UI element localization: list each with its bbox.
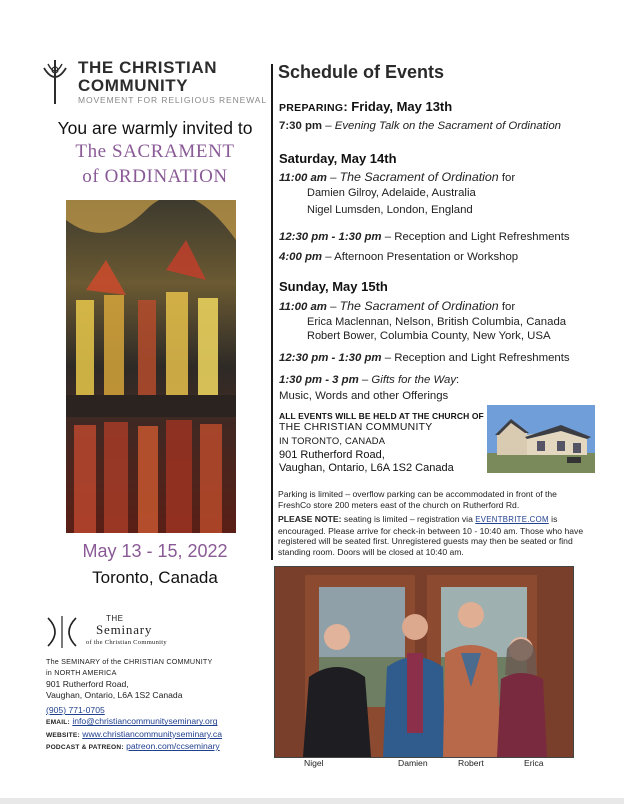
caption-robert: Robert bbox=[458, 758, 484, 768]
venue-address1: 901 Rutherford Road, bbox=[279, 449, 385, 461]
church-photo bbox=[487, 405, 595, 473]
seminary-contact bbox=[46, 656, 222, 753]
venue-heading: ALL EVENTS WILL BE HELD AT THE CHURCH OF bbox=[279, 411, 484, 421]
seminary-logo bbox=[44, 612, 244, 654]
venue-church-name: THE CHRISTIAN COMMUNITY bbox=[279, 422, 433, 433]
venue-city: IN TORONTO, CANADA bbox=[279, 435, 386, 446]
seminary-logo-name: Seminary bbox=[96, 622, 153, 637]
saturday-event1-title: The Sacrament of Ordination bbox=[339, 170, 499, 184]
sunday-event1: 11:00 am – The Sacrament of Ordination for bbox=[279, 299, 516, 313]
seminary-address1: 901 Rutherford Road, bbox=[46, 678, 129, 689]
saturday-event1: 11:00 am – The Sacrament of Ordination for bbox=[279, 170, 516, 184]
friday-heading bbox=[279, 99, 452, 114]
website-label: WEBSITE: bbox=[46, 731, 80, 739]
saturday-event2: 12:30 pm - 1:30 pm – Reception and Light Refreshments bbox=[279, 231, 570, 243]
bottom-edge bbox=[0, 798, 624, 804]
chalice-logo-icon bbox=[40, 58, 70, 106]
venue-address2: Vaughan, Ontario, L6A 1S2 Canada bbox=[279, 462, 454, 474]
eventbrite-link[interactable]: EVENTBRITE.COM bbox=[475, 515, 549, 524]
sunday-event3: 1:30 pm - 3 pm – Gifts for the Way: bbox=[279, 374, 460, 386]
caption-nigel: Nigel bbox=[304, 758, 324, 768]
friday-event bbox=[279, 120, 561, 132]
email-link[interactable]: info@christiancommunityseminary.org bbox=[72, 716, 218, 727]
friday-time: 7:30 pm bbox=[279, 120, 323, 132]
seminary-logo-the: THE bbox=[106, 614, 124, 623]
logo-text-line2: COMMUNITY bbox=[78, 76, 189, 95]
saturday-time1: 11:00 am bbox=[279, 172, 327, 184]
seminary-address2: Vaughan, Ontario, L6A 1S2 Canada bbox=[46, 689, 183, 700]
saturday-heading: Saturday, May 14th bbox=[279, 151, 397, 166]
logo-tagline: MOVEMENT FOR RELIGIOUS RENEWAL bbox=[78, 95, 267, 105]
schedule-title: Schedule of Events bbox=[278, 62, 445, 82]
ordinand-erica: Erica Maclennan, Nelson, British Columbia, Canada bbox=[307, 316, 567, 328]
friday-event-text: – Evening Talk on the Sacrament of Ordination bbox=[322, 120, 561, 132]
event-dates: May 13 - 15, 2022 bbox=[82, 541, 228, 561]
sunday-heading: Sunday, May 15th bbox=[279, 279, 388, 294]
please-note-label: PLEASE NOTE: bbox=[278, 514, 342, 524]
podcast-link[interactable]: patreon.com/ccseminary bbox=[126, 741, 220, 752]
website-link[interactable]: www.christiancommunityseminary.ca bbox=[82, 728, 222, 739]
christian-community-logo bbox=[40, 56, 280, 108]
seminary-phone[interactable]: (905) 771-0705 bbox=[46, 705, 105, 716]
parking-note: Parking is limited – overflow parking can be accommodated in front of the FreshCo store 200 meters east of the church on Rutherford Rd. bbox=[278, 489, 557, 510]
seminary-name-line2: in NORTH AMERICA bbox=[46, 668, 117, 678]
invite-line: You are warmly invited to bbox=[57, 118, 253, 138]
painting-image bbox=[66, 200, 236, 533]
sacrament-title-line2: of ORDINATION bbox=[82, 166, 228, 187]
column-divider bbox=[271, 64, 273, 560]
event-city: Toronto, Canada bbox=[92, 568, 218, 587]
caption-erica: Erica bbox=[524, 758, 544, 768]
ordinand-robert: Robert Bower, Columbia County, New York, USA bbox=[307, 330, 551, 342]
podcast-label: PODCAST & PATREON: bbox=[46, 744, 124, 752]
preparing-label: PREPARING bbox=[279, 102, 344, 114]
ordinands-group-photo bbox=[274, 566, 574, 758]
ordinand-damien: Damien Gilroy, Adelaide, Australia bbox=[307, 187, 476, 199]
ordinand-nigel: Nigel Lumsden, London, England bbox=[307, 204, 473, 216]
sacrament-title-line1: The SACRAMENT bbox=[75, 141, 235, 162]
saturday-event3: 4:00 pm – Afternoon Presentation or Workshop bbox=[279, 251, 519, 263]
caption-damien: Damien bbox=[398, 758, 428, 768]
seating-note: PLEASE NOTE: seating is limited – registration via EVENTBRITE.COM is encouraged. Please arrive for check-in between 10 - 10:40 am. Those who have registered will be seated first. Unregistered guests may then be seated or find standing room. Doors will be closed at 10:40 am. bbox=[278, 514, 584, 557]
logo-text-line1: THE CHRISTIAN bbox=[78, 58, 218, 77]
sunday-event2: 12:30 pm - 1:30 pm – Reception and Light Refreshments bbox=[279, 352, 570, 364]
seminary-mark-icon bbox=[44, 614, 80, 650]
friday-date: : Friday, May 13th bbox=[343, 99, 453, 114]
seminary-name-line1: The SEMINARY of the CHRISTIAN COMMUNITY bbox=[46, 657, 213, 666]
sunday-event3-line2: Music, Words and other Offerings bbox=[279, 390, 449, 402]
email-label: EMAIL: bbox=[46, 719, 70, 727]
seminary-logo-sub: of the Christian Community bbox=[86, 639, 167, 646]
